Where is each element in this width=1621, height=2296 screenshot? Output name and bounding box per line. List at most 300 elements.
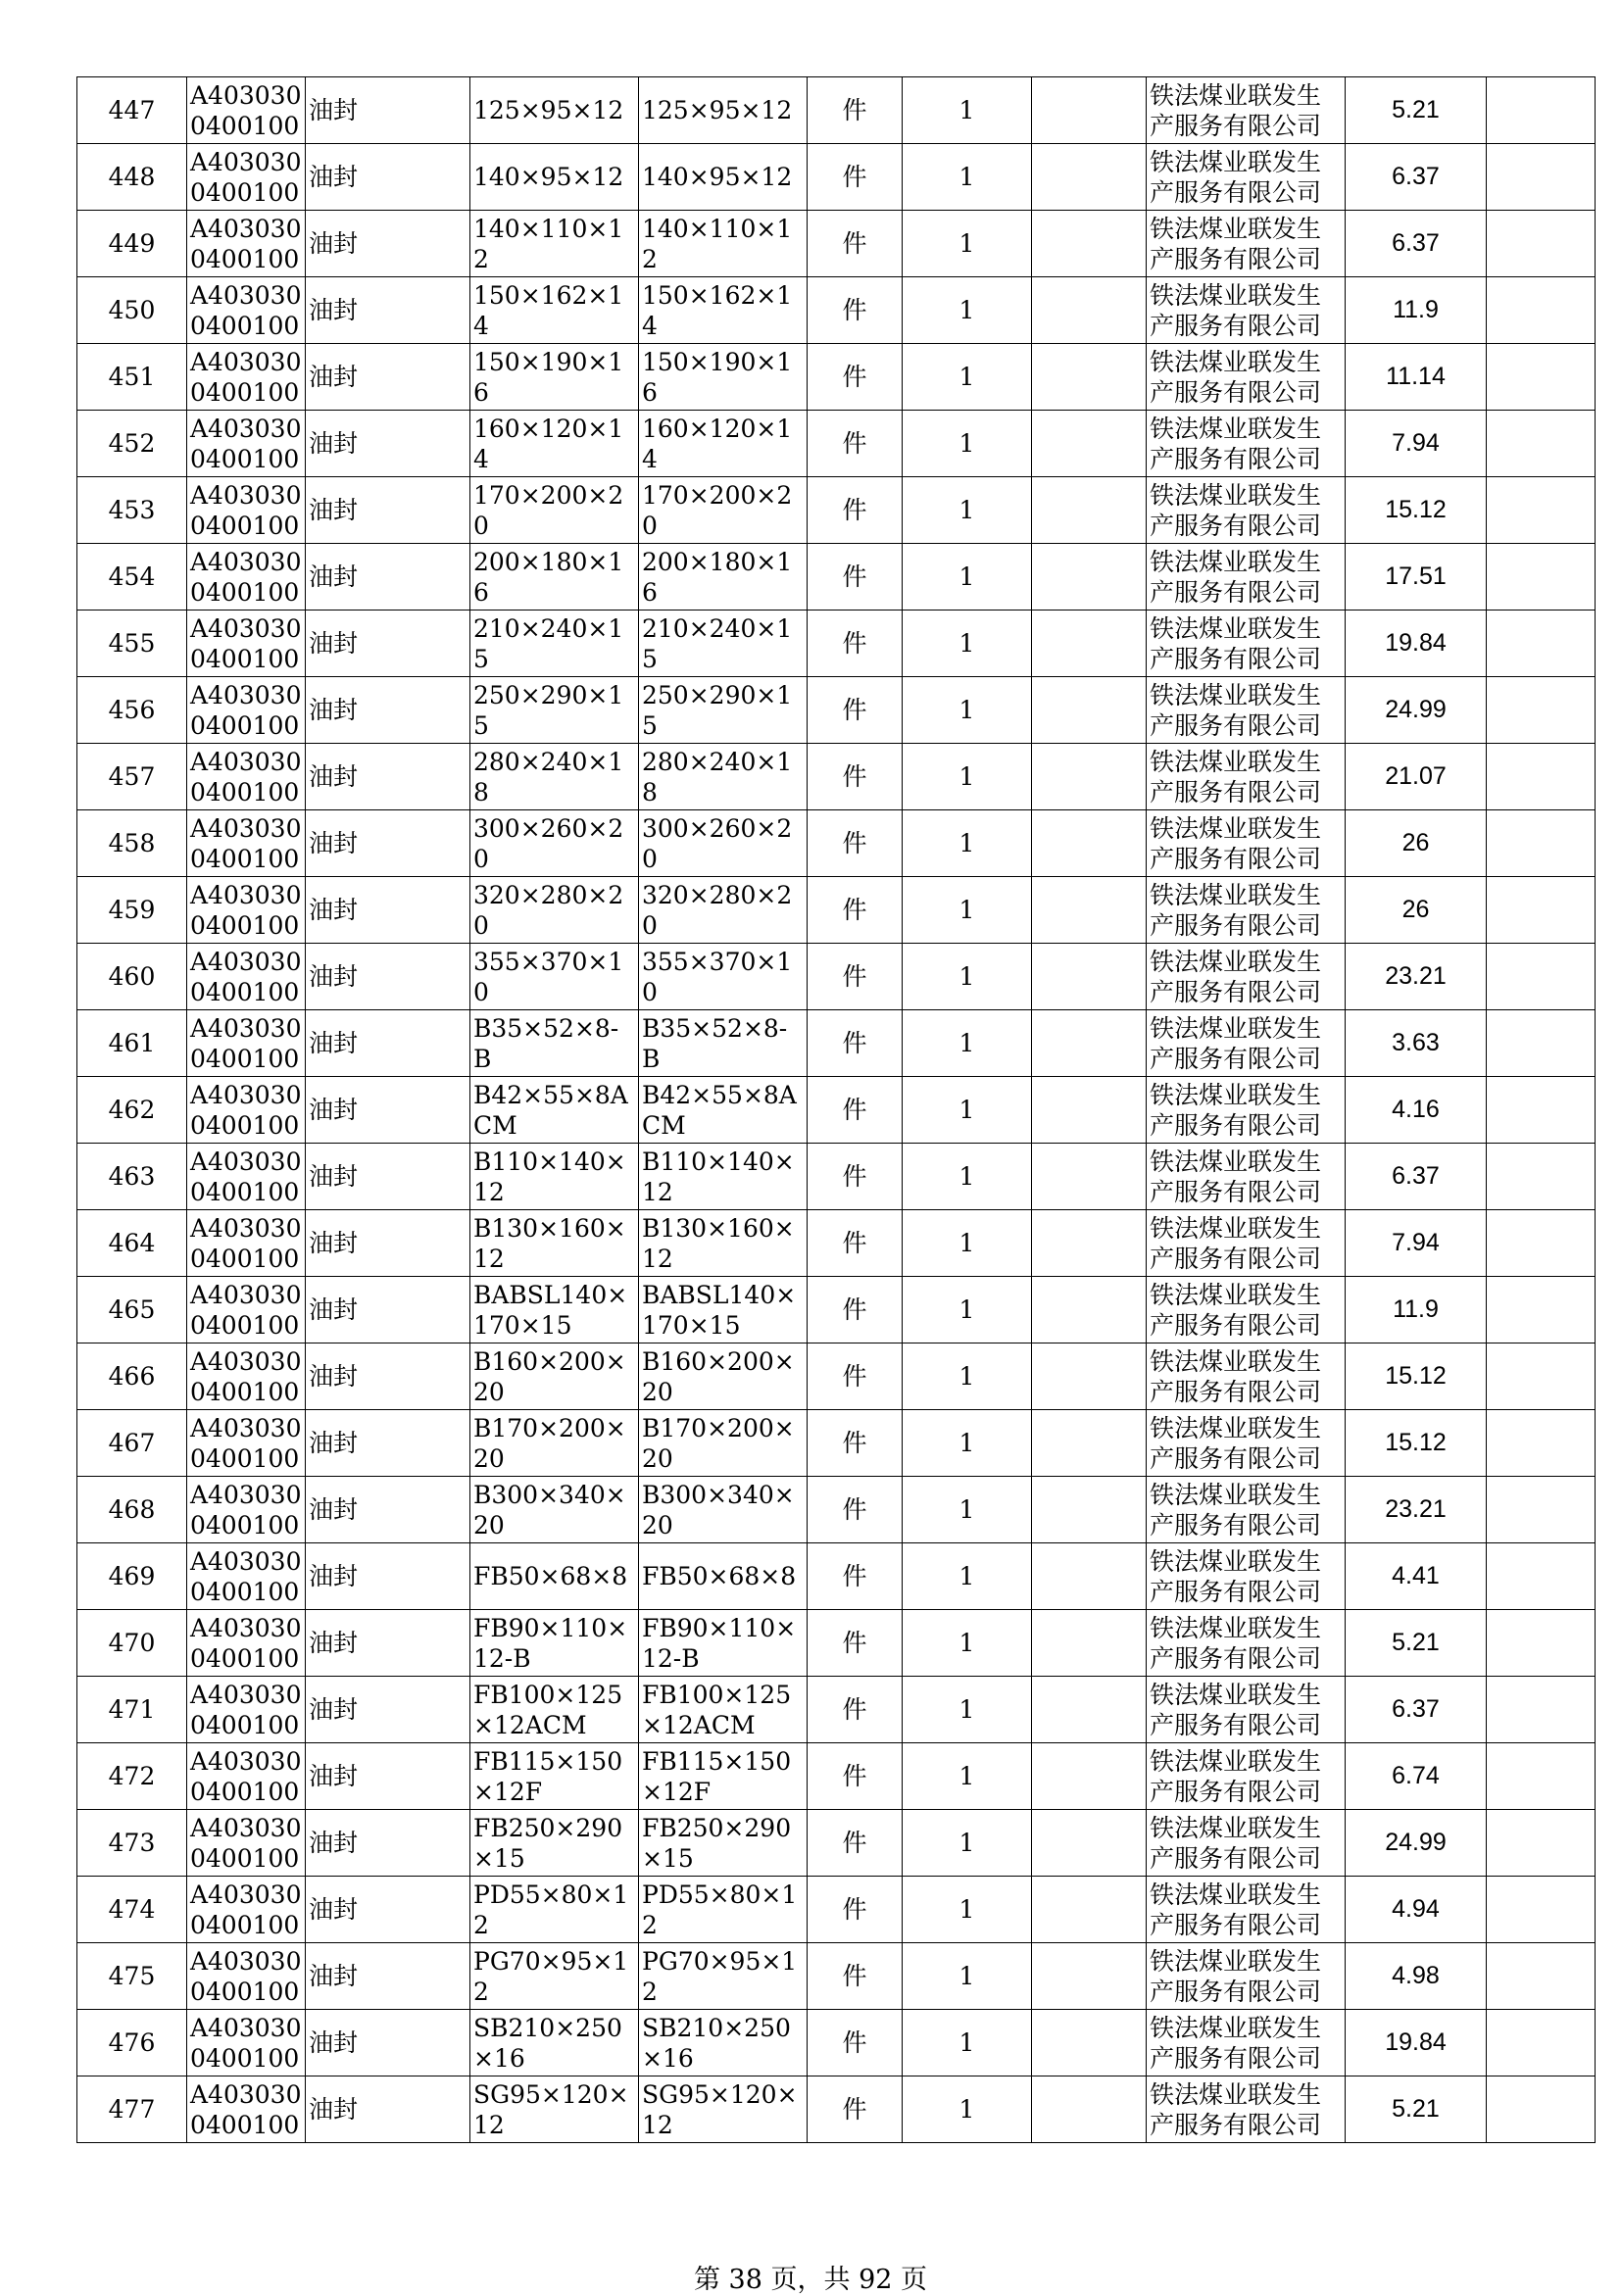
table-row bbox=[77, 144, 1596, 211]
spec-model: 300×260×20 bbox=[470, 810, 639, 877]
material-code: A4030300400100 bbox=[187, 144, 306, 211]
material-code: A4030300400100 bbox=[187, 211, 306, 277]
empty-cell bbox=[1032, 1410, 1147, 1477]
table-row bbox=[77, 877, 1596, 944]
spec-model-alt: 200×180×16 bbox=[639, 544, 808, 611]
remark bbox=[1487, 877, 1596, 944]
supplier-name: 铁法煤业联发生产服务有限公司 bbox=[1147, 77, 1346, 144]
quantity: 1 bbox=[903, 1543, 1032, 1610]
empty-cell bbox=[1032, 1877, 1147, 1943]
quantity: 1 bbox=[903, 1477, 1032, 1543]
page-number: 第 38 页，共 92 页 bbox=[693, 2265, 928, 2295]
unit-price: 26 bbox=[1346, 877, 1487, 944]
spec-model-alt: FB50×68×8 bbox=[639, 1543, 808, 1610]
spec-model-alt: B110×140×12 bbox=[639, 1144, 808, 1210]
empty-cell bbox=[1032, 1210, 1147, 1277]
unit: 件 bbox=[808, 677, 903, 744]
unit-price: 19.84 bbox=[1346, 2010, 1487, 2076]
material-name: 油封 bbox=[306, 1543, 470, 1610]
quantity: 1 bbox=[903, 1144, 1032, 1210]
material-name: 油封 bbox=[306, 877, 470, 944]
row-number: 463 bbox=[77, 1144, 187, 1210]
quantity: 1 bbox=[903, 211, 1032, 277]
row-number: 464 bbox=[77, 1210, 187, 1277]
quantity: 1 bbox=[903, 611, 1032, 677]
quantity: 1 bbox=[903, 1010, 1032, 1077]
supplier-name: 铁法煤业联发生产服务有限公司 bbox=[1147, 1477, 1346, 1543]
material-name: 油封 bbox=[306, 2076, 470, 2143]
quantity: 1 bbox=[903, 1210, 1032, 1277]
spec-model-alt: B170×200×20 bbox=[639, 1410, 808, 1477]
remark bbox=[1487, 677, 1596, 744]
material-code: A4030300400100 bbox=[187, 1943, 306, 2010]
quantity: 1 bbox=[903, 344, 1032, 411]
spec-model-alt: B130×160×12 bbox=[639, 1210, 808, 1277]
supplier-name: 铁法煤业联发生产服务有限公司 bbox=[1147, 1610, 1346, 1677]
row-number: 477 bbox=[77, 2076, 187, 2143]
unit-price: 5.21 bbox=[1346, 1610, 1487, 1677]
unit: 件 bbox=[808, 1810, 903, 1877]
material-code: A4030300400100 bbox=[187, 1543, 306, 1610]
spec-model: PG70×95×12 bbox=[470, 1943, 639, 2010]
spec-model-alt: BABSL140×170×15 bbox=[639, 1277, 808, 1343]
unit: 件 bbox=[808, 411, 903, 477]
row-number: 455 bbox=[77, 611, 187, 677]
table-row bbox=[77, 944, 1596, 1010]
spec-model: PD55×80×12 bbox=[470, 1877, 639, 1943]
material-code: A4030300400100 bbox=[187, 611, 306, 677]
unit: 件 bbox=[808, 744, 903, 810]
supplier-name: 铁法煤业联发生产服务有限公司 bbox=[1147, 1277, 1346, 1343]
spec-model: 125×95×12 bbox=[470, 77, 639, 144]
material-name: 油封 bbox=[306, 1610, 470, 1677]
quantity: 1 bbox=[903, 544, 1032, 611]
remark bbox=[1487, 1877, 1596, 1943]
quantity: 1 bbox=[903, 944, 1032, 1010]
spec-model-alt: 355×370×10 bbox=[639, 944, 808, 1010]
table-row bbox=[77, 1210, 1596, 1277]
spec-model: BABSL140×170×15 bbox=[470, 1277, 639, 1343]
row-number: 469 bbox=[77, 1543, 187, 1610]
unit-price: 15.12 bbox=[1346, 1343, 1487, 1410]
spec-model-alt: 150×162×14 bbox=[639, 277, 808, 344]
spec-model: FB250×290×15 bbox=[470, 1810, 639, 1877]
row-number: 453 bbox=[77, 477, 187, 544]
empty-cell bbox=[1032, 1477, 1147, 1543]
unit: 件 bbox=[808, 144, 903, 211]
table-row bbox=[77, 1743, 1596, 1810]
unit-price: 5.21 bbox=[1346, 2076, 1487, 2143]
spec-model-alt: FB115×150×12F bbox=[639, 1743, 808, 1810]
supplier-name: 铁法煤业联发生产服务有限公司 bbox=[1147, 411, 1346, 477]
spec-model-alt: PG70×95×12 bbox=[639, 1943, 808, 2010]
material-name: 油封 bbox=[306, 1677, 470, 1743]
quantity: 1 bbox=[903, 277, 1032, 344]
unit: 件 bbox=[808, 944, 903, 1010]
remark bbox=[1487, 1144, 1596, 1210]
empty-cell bbox=[1032, 411, 1147, 477]
empty-cell bbox=[1032, 677, 1147, 744]
table-row bbox=[77, 77, 1596, 144]
unit-price: 17.51 bbox=[1346, 544, 1487, 611]
supplier-name: 铁法煤业联发生产服务有限公司 bbox=[1147, 1743, 1346, 1810]
unit: 件 bbox=[808, 1410, 903, 1477]
quantity: 1 bbox=[903, 77, 1032, 144]
spec-model: 210×240×15 bbox=[470, 611, 639, 677]
unit-price: 6.74 bbox=[1346, 1743, 1487, 1810]
row-number: 451 bbox=[77, 344, 187, 411]
unit-price: 24.99 bbox=[1346, 1810, 1487, 1877]
material-code: A4030300400100 bbox=[187, 1343, 306, 1410]
material-code: A4030300400100 bbox=[187, 544, 306, 611]
row-number: 454 bbox=[77, 544, 187, 611]
unit-price: 11.9 bbox=[1346, 277, 1487, 344]
table-row bbox=[77, 277, 1596, 344]
spec-model-alt: SB210×250×16 bbox=[639, 2010, 808, 2076]
unit: 件 bbox=[808, 544, 903, 611]
quantity: 1 bbox=[903, 1877, 1032, 1943]
remark bbox=[1487, 211, 1596, 277]
remark bbox=[1487, 411, 1596, 477]
row-number: 458 bbox=[77, 810, 187, 877]
spec-model-alt: FB90×110×12-B bbox=[639, 1610, 808, 1677]
unit: 件 bbox=[808, 1144, 903, 1210]
supplier-name: 铁法煤业联发生产服务有限公司 bbox=[1147, 744, 1346, 810]
supplier-name: 铁法煤业联发生产服务有限公司 bbox=[1147, 1210, 1346, 1277]
row-number: 447 bbox=[77, 77, 187, 144]
table-row bbox=[77, 1677, 1596, 1743]
remark bbox=[1487, 477, 1596, 544]
material-code: A4030300400100 bbox=[187, 277, 306, 344]
unit-price: 11.14 bbox=[1346, 344, 1487, 411]
material-code: A4030300400100 bbox=[187, 944, 306, 1010]
material-name: 油封 bbox=[306, 1877, 470, 1943]
material-name: 油封 bbox=[306, 411, 470, 477]
table-row bbox=[77, 1077, 1596, 1144]
unit: 件 bbox=[808, 477, 903, 544]
empty-cell bbox=[1032, 77, 1147, 144]
row-number: 473 bbox=[77, 1810, 187, 1877]
empty-cell bbox=[1032, 1610, 1147, 1677]
material-code: A4030300400100 bbox=[187, 1610, 306, 1677]
empty-cell bbox=[1032, 211, 1147, 277]
quantity: 1 bbox=[903, 1677, 1032, 1743]
unit: 件 bbox=[808, 1677, 903, 1743]
spec-model-alt: B160×200×20 bbox=[639, 1343, 808, 1410]
spec-model-alt: 125×95×12 bbox=[639, 77, 808, 144]
spec-model-alt: SG95×120×12 bbox=[639, 2076, 808, 2143]
supplier-name: 铁法煤业联发生产服务有限公司 bbox=[1147, 1010, 1346, 1077]
row-number: 476 bbox=[77, 2010, 187, 2076]
material-code: A4030300400100 bbox=[187, 344, 306, 411]
row-number: 468 bbox=[77, 1477, 187, 1543]
quantity: 1 bbox=[903, 744, 1032, 810]
empty-cell bbox=[1032, 1077, 1147, 1144]
material-code: A4030300400100 bbox=[187, 77, 306, 144]
empty-cell bbox=[1032, 611, 1147, 677]
supplier-name: 铁法煤业联发生产服务有限公司 bbox=[1147, 211, 1346, 277]
table-row bbox=[77, 1477, 1596, 1543]
quantity: 1 bbox=[903, 1943, 1032, 2010]
material-name: 油封 bbox=[306, 1743, 470, 1810]
row-number: 460 bbox=[77, 944, 187, 1010]
remark bbox=[1487, 1010, 1596, 1077]
supplier-name: 铁法煤业联发生产服务有限公司 bbox=[1147, 677, 1346, 744]
spec-model: 150×190×16 bbox=[470, 344, 639, 411]
material-code: A4030300400100 bbox=[187, 1144, 306, 1210]
material-name: 油封 bbox=[306, 344, 470, 411]
unit-price: 4.16 bbox=[1346, 1077, 1487, 1144]
spec-model: 200×180×16 bbox=[470, 544, 639, 611]
material-name: 油封 bbox=[306, 277, 470, 344]
remark bbox=[1487, 1410, 1596, 1477]
table-row bbox=[77, 2010, 1596, 2076]
table-row bbox=[77, 1010, 1596, 1077]
remark bbox=[1487, 144, 1596, 211]
row-number: 452 bbox=[77, 411, 187, 477]
empty-cell bbox=[1032, 344, 1147, 411]
empty-cell bbox=[1032, 944, 1147, 1010]
supplier-name: 铁法煤业联发生产服务有限公司 bbox=[1147, 877, 1346, 944]
spec-model-alt: B300×340×20 bbox=[639, 1477, 808, 1543]
material-code: A4030300400100 bbox=[187, 744, 306, 810]
unit: 件 bbox=[808, 1477, 903, 1543]
remark bbox=[1487, 944, 1596, 1010]
spec-model: 355×370×10 bbox=[470, 944, 639, 1010]
table-row bbox=[77, 810, 1596, 877]
empty-cell bbox=[1032, 877, 1147, 944]
spec-model: SG95×120×12 bbox=[470, 2076, 639, 2143]
table-row bbox=[77, 544, 1596, 611]
spec-model: 140×110×12 bbox=[470, 211, 639, 277]
empty-cell bbox=[1032, 544, 1147, 611]
table-body bbox=[77, 77, 1596, 2143]
table-row bbox=[77, 1144, 1596, 1210]
material-name: 油封 bbox=[306, 77, 470, 144]
unit-price: 11.9 bbox=[1346, 1277, 1487, 1343]
quantity: 1 bbox=[903, 2010, 1032, 2076]
material-name: 油封 bbox=[306, 544, 470, 611]
unit: 件 bbox=[808, 2076, 903, 2143]
empty-cell bbox=[1032, 144, 1147, 211]
spec-model: 250×290×15 bbox=[470, 677, 639, 744]
unit-price: 3.63 bbox=[1346, 1010, 1487, 1077]
empty-cell bbox=[1032, 1677, 1147, 1743]
unit: 件 bbox=[808, 877, 903, 944]
row-number: 456 bbox=[77, 677, 187, 744]
supplier-name: 铁法煤业联发生产服务有限公司 bbox=[1147, 477, 1346, 544]
remark bbox=[1487, 744, 1596, 810]
material-code: A4030300400100 bbox=[187, 1477, 306, 1543]
spec-model-alt: FB100×125×12ACM bbox=[639, 1677, 808, 1743]
spec-model: FB90×110×12-B bbox=[470, 1610, 639, 1677]
unit: 件 bbox=[808, 1610, 903, 1677]
spec-model-alt: 170×200×20 bbox=[639, 477, 808, 544]
material-code: A4030300400100 bbox=[187, 810, 306, 877]
unit: 件 bbox=[808, 810, 903, 877]
remark bbox=[1487, 1743, 1596, 1810]
unit: 件 bbox=[808, 1743, 903, 1810]
row-number: 475 bbox=[77, 1943, 187, 2010]
unit-price: 7.94 bbox=[1346, 411, 1487, 477]
spec-model: B300×340×20 bbox=[470, 1477, 639, 1543]
spec-model: B35×52×8-B bbox=[470, 1010, 639, 1077]
spec-model-alt: B35×52×8-B bbox=[639, 1010, 808, 1077]
quantity: 1 bbox=[903, 1743, 1032, 1810]
table-row bbox=[77, 1877, 1596, 1943]
remark bbox=[1487, 277, 1596, 344]
row-number: 466 bbox=[77, 1343, 187, 1410]
table-row bbox=[77, 744, 1596, 810]
unit: 件 bbox=[808, 1943, 903, 2010]
material-code: A4030300400100 bbox=[187, 2076, 306, 2143]
empty-cell bbox=[1032, 744, 1147, 810]
row-number: 450 bbox=[77, 277, 187, 344]
material-name: 油封 bbox=[306, 211, 470, 277]
material-code: A4030300400100 bbox=[187, 1210, 306, 1277]
spec-model: 150×162×14 bbox=[470, 277, 639, 344]
remark bbox=[1487, 1077, 1596, 1144]
quantity: 1 bbox=[903, 1610, 1032, 1677]
unit: 件 bbox=[808, 77, 903, 144]
remark bbox=[1487, 1810, 1596, 1877]
unit-price: 4.41 bbox=[1346, 1543, 1487, 1610]
remark bbox=[1487, 1677, 1596, 1743]
material-name: 油封 bbox=[306, 810, 470, 877]
material-code: A4030300400100 bbox=[187, 1877, 306, 1943]
row-number: 474 bbox=[77, 1877, 187, 1943]
material-name: 油封 bbox=[306, 1277, 470, 1343]
table-row bbox=[77, 1810, 1596, 1877]
supplier-name: 铁法煤业联发生产服务有限公司 bbox=[1147, 611, 1346, 677]
remark bbox=[1487, 2076, 1596, 2143]
supplier-name: 铁法煤业联发生产服务有限公司 bbox=[1147, 1077, 1346, 1144]
material-name: 油封 bbox=[306, 611, 470, 677]
unit: 件 bbox=[808, 1210, 903, 1277]
material-name: 油封 bbox=[306, 1010, 470, 1077]
spec-model: FB115×150×12F bbox=[470, 1743, 639, 1810]
spec-model: B42×55×8ACM bbox=[470, 1077, 639, 1144]
material-code: A4030300400100 bbox=[187, 411, 306, 477]
spec-model: FB50×68×8 bbox=[470, 1543, 639, 1610]
row-number: 461 bbox=[77, 1010, 187, 1077]
remark bbox=[1487, 344, 1596, 411]
spec-model: 280×240×18 bbox=[470, 744, 639, 810]
spec-model-alt: FB250×290×15 bbox=[639, 1810, 808, 1877]
material-code: A4030300400100 bbox=[187, 1677, 306, 1743]
table-row bbox=[77, 411, 1596, 477]
unit-price: 4.94 bbox=[1346, 1877, 1487, 1943]
material-code: A4030300400100 bbox=[187, 1277, 306, 1343]
supplier-name: 铁法煤业联发生产服务有限公司 bbox=[1147, 344, 1346, 411]
spec-model-alt: 150×190×16 bbox=[639, 344, 808, 411]
row-number: 472 bbox=[77, 1743, 187, 1810]
empty-cell bbox=[1032, 1543, 1147, 1610]
row-number: 448 bbox=[77, 144, 187, 211]
material-name: 油封 bbox=[306, 677, 470, 744]
empty-cell bbox=[1032, 2076, 1147, 2143]
spec-model: B170×200×20 bbox=[470, 1410, 639, 1477]
unit: 件 bbox=[808, 1343, 903, 1410]
supplier-name: 铁法煤业联发生产服务有限公司 bbox=[1147, 1343, 1346, 1410]
supplier-name: 铁法煤业联发生产服务有限公司 bbox=[1147, 1810, 1346, 1877]
table-row bbox=[77, 344, 1596, 411]
spec-model-alt: 140×110×12 bbox=[639, 211, 808, 277]
row-number: 449 bbox=[77, 211, 187, 277]
material-name: 油封 bbox=[306, 1477, 470, 1543]
material-name: 油封 bbox=[306, 1077, 470, 1144]
empty-cell bbox=[1032, 277, 1147, 344]
table-row bbox=[77, 1610, 1596, 1677]
remark bbox=[1487, 611, 1596, 677]
spec-model: 320×280×20 bbox=[470, 877, 639, 944]
empty-cell bbox=[1032, 810, 1147, 877]
unit: 件 bbox=[808, 344, 903, 411]
unit-price: 23.21 bbox=[1346, 944, 1487, 1010]
spec-model: B130×160×12 bbox=[470, 1210, 639, 1277]
table-row bbox=[77, 677, 1596, 744]
empty-cell bbox=[1032, 1810, 1147, 1877]
material-code: A4030300400100 bbox=[187, 1810, 306, 1877]
unit: 件 bbox=[808, 2010, 903, 2076]
remark bbox=[1487, 1610, 1596, 1677]
spec-model: 140×95×12 bbox=[470, 144, 639, 211]
row-number: 465 bbox=[77, 1277, 187, 1343]
empty-cell bbox=[1032, 1943, 1147, 2010]
row-number: 457 bbox=[77, 744, 187, 810]
material-code: A4030300400100 bbox=[187, 1410, 306, 1477]
unit-price: 6.37 bbox=[1346, 1677, 1487, 1743]
remark bbox=[1487, 2010, 1596, 2076]
unit: 件 bbox=[808, 1077, 903, 1144]
unit-price: 23.21 bbox=[1346, 1477, 1487, 1543]
quantity: 1 bbox=[903, 1343, 1032, 1410]
spec-model-alt: 140×95×12 bbox=[639, 144, 808, 211]
material-name: 油封 bbox=[306, 144, 470, 211]
spec-model: SB210×250×16 bbox=[470, 2010, 639, 2076]
unit-price: 21.07 bbox=[1346, 744, 1487, 810]
remark bbox=[1487, 77, 1596, 144]
unit-price: 15.12 bbox=[1346, 1410, 1487, 1477]
spec-model-alt: 300×260×20 bbox=[639, 810, 808, 877]
quantity: 1 bbox=[903, 810, 1032, 877]
spec-model-alt: B42×55×8ACM bbox=[639, 1077, 808, 1144]
remark bbox=[1487, 810, 1596, 877]
unit-price: 15.12 bbox=[1346, 477, 1487, 544]
unit: 件 bbox=[808, 1010, 903, 1077]
material-name: 油封 bbox=[306, 1144, 470, 1210]
supplier-name: 铁法煤业联发生产服务有限公司 bbox=[1147, 944, 1346, 1010]
unit-price: 6.37 bbox=[1346, 144, 1487, 211]
spec-model-alt: 160×120×14 bbox=[639, 411, 808, 477]
spec-model-alt: 210×240×15 bbox=[639, 611, 808, 677]
material-code: A4030300400100 bbox=[187, 1743, 306, 1810]
table-row bbox=[77, 1343, 1596, 1410]
supplier-name: 铁法煤业联发生产服务有限公司 bbox=[1147, 277, 1346, 344]
remark bbox=[1487, 1277, 1596, 1343]
material-code: A4030300400100 bbox=[187, 2010, 306, 2076]
quantity: 1 bbox=[903, 477, 1032, 544]
table-row bbox=[77, 1543, 1596, 1610]
material-name: 油封 bbox=[306, 1210, 470, 1277]
material-name: 油封 bbox=[306, 477, 470, 544]
table-row bbox=[77, 1943, 1596, 2010]
unit: 件 bbox=[808, 1877, 903, 1943]
supplier-name: 铁法煤业联发生产服务有限公司 bbox=[1147, 1410, 1346, 1477]
quantity: 1 bbox=[903, 2076, 1032, 2143]
unit-price: 6.37 bbox=[1346, 211, 1487, 277]
supplier-name: 铁法煤业联发生产服务有限公司 bbox=[1147, 1943, 1346, 2010]
